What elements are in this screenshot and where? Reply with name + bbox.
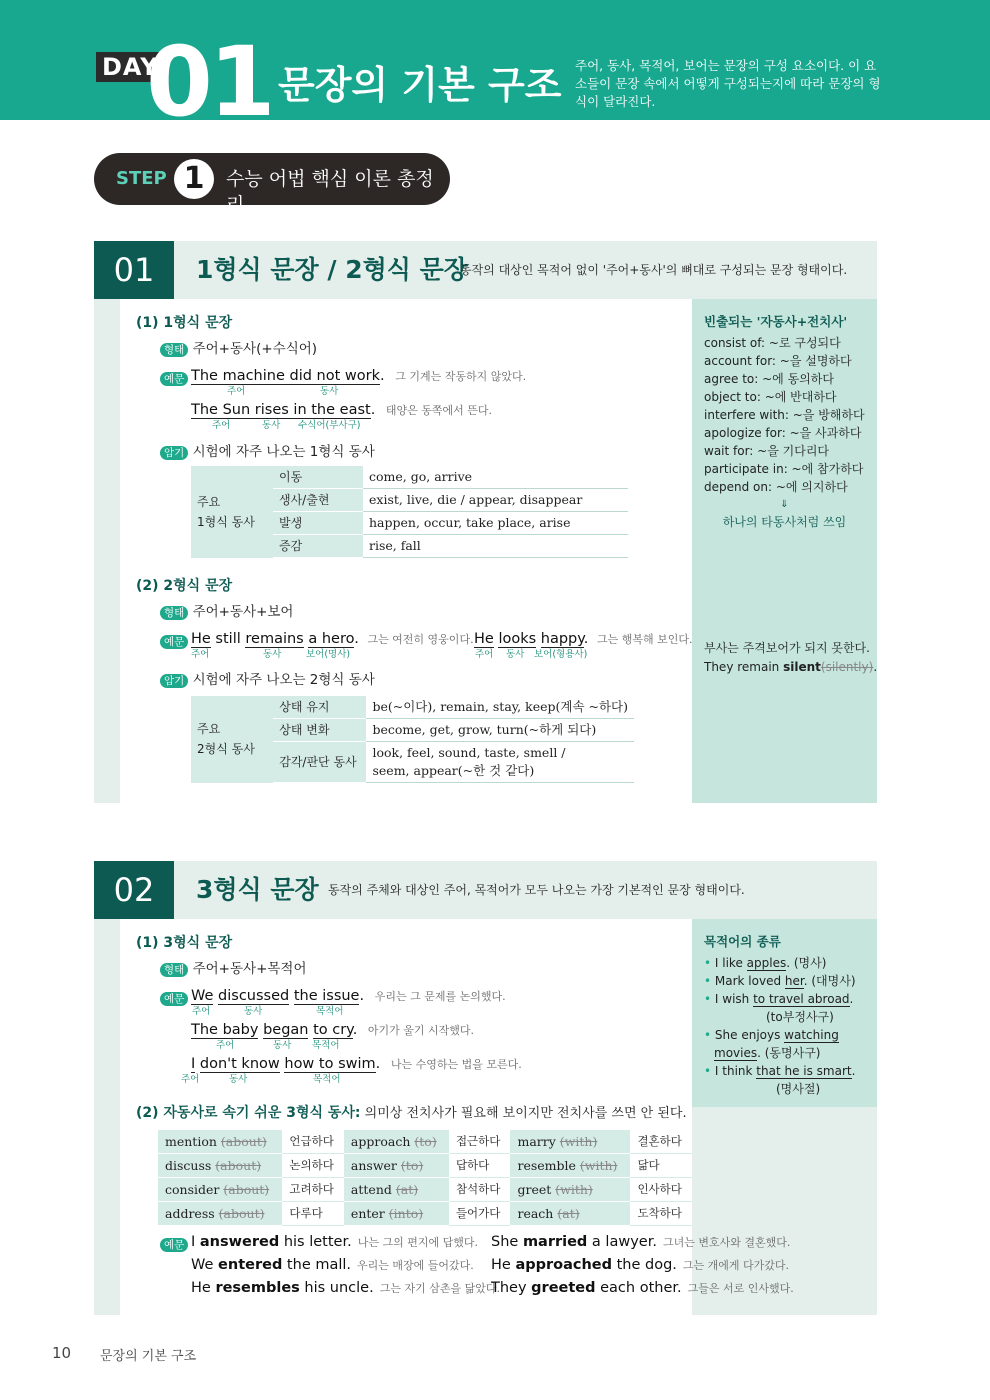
table-row xyxy=(158,1178,692,1202)
example-tag: 예문 xyxy=(160,635,188,649)
note-wrong: (silently) xyxy=(820,660,874,674)
section-header xyxy=(94,861,877,919)
side-note-example xyxy=(704,658,877,676)
note-period: . xyxy=(873,660,878,674)
translation: 그는 행복해 보인다. xyxy=(597,633,693,646)
example-tag-row xyxy=(160,1233,188,1252)
subject: The Sun xyxy=(191,402,251,418)
side-list xyxy=(704,334,865,496)
label-subject: 주어 xyxy=(216,1040,235,1051)
sentence-part: each other. xyxy=(595,1280,682,1296)
meaning-cell: 들어가다 xyxy=(449,1202,511,1226)
side-item xyxy=(704,1026,856,1044)
item-object: movies xyxy=(714,1046,758,1060)
example-tag: 예문 xyxy=(160,992,188,1006)
meaning-cell: 답하다 xyxy=(449,1154,511,1178)
side-item: consist of: ~로 구성되다 xyxy=(704,336,841,350)
item-object: her xyxy=(784,974,804,988)
section-01 xyxy=(94,241,877,803)
memo-text: 시험에 자주 나오는 1형식 동사 xyxy=(192,444,375,460)
section-number: 02 xyxy=(94,861,174,919)
sub-heading-2 xyxy=(136,1103,687,1124)
verb-cell xyxy=(510,1178,630,1202)
sentence-part: his letter. xyxy=(279,1234,352,1250)
label-subject: 주어 xyxy=(192,1006,211,1017)
item-part: I think xyxy=(714,1064,757,1078)
item-object: watching xyxy=(784,1028,839,1042)
table-category: 상태 변화 xyxy=(273,719,366,742)
item-object: that he is smart xyxy=(756,1064,852,1078)
example-sentence xyxy=(191,1255,474,1275)
label-verb: 동사 xyxy=(263,649,282,660)
meaning-cell: 도착하다 xyxy=(630,1202,692,1226)
table-verbs: become, get, grow, turn(~하게 되다) xyxy=(366,719,634,742)
example-sentence xyxy=(191,629,474,649)
verb: greet xyxy=(517,1182,552,1197)
translation: 그는 여전히 영웅이다. xyxy=(367,633,474,646)
section-description: 동작의 주체와 대상인 주어, 목적어가 모두 나오는 가장 기본적인 문장 형태이다. xyxy=(328,883,745,897)
translation: 그들은 서로 인사했다. xyxy=(687,1282,794,1295)
side-note-text: 부사는 주격보어가 되지 못한다. xyxy=(704,641,870,655)
meaning-cell: 언급하다 xyxy=(282,1130,344,1154)
table-head xyxy=(191,696,273,783)
verb: approach xyxy=(350,1134,411,1149)
table-head xyxy=(191,466,273,558)
meaning-cell: 접근하다 xyxy=(449,1130,511,1154)
wrong-preposition: (about) xyxy=(218,1206,265,1221)
wrong-preposition: (at) xyxy=(395,1182,419,1197)
side-note xyxy=(692,919,877,1107)
complement: happy xyxy=(540,631,584,647)
table-category: 상태 유지 xyxy=(273,696,366,719)
label-verb: 동사 xyxy=(273,1040,292,1051)
example-tag: 예문 xyxy=(160,372,188,386)
item-period: . xyxy=(849,992,854,1006)
translation: 그녀는 변호사와 결혼했다. xyxy=(662,1236,791,1249)
side-item: object to: ~에 반대하다 xyxy=(704,390,837,404)
wrong-preposition: (about) xyxy=(215,1158,262,1173)
verb-cell xyxy=(344,1130,449,1154)
period: . xyxy=(375,1056,381,1072)
side-note xyxy=(692,299,877,803)
wrong-preposition: (at) xyxy=(557,1206,580,1221)
sentence-part: We xyxy=(191,1257,219,1273)
form-text: 주어+동사+목적어 xyxy=(192,961,307,977)
section-main xyxy=(120,299,692,803)
example-sentence xyxy=(191,366,526,386)
verb: resemble xyxy=(517,1158,576,1173)
verb-cell xyxy=(344,1178,449,1202)
meaning-cell: 결혼하다 xyxy=(630,1130,692,1154)
sentence-part: a lawyer. xyxy=(587,1234,657,1250)
object: to cry xyxy=(313,1022,353,1038)
verb: discuss xyxy=(165,1158,212,1173)
example-sentence xyxy=(191,1278,500,1298)
memo-row xyxy=(160,442,375,462)
subject: We xyxy=(191,988,214,1004)
table-head-line: 1형식 동사 xyxy=(197,514,255,529)
memo-tag: 암기 xyxy=(160,674,188,688)
period: . xyxy=(352,1022,358,1038)
verb: looks xyxy=(498,631,537,647)
translation: 나는 수영하는 법을 모른다. xyxy=(390,1058,522,1071)
subject: He xyxy=(474,631,494,647)
label-object: 목적어 xyxy=(312,1040,340,1051)
table-row xyxy=(158,1154,692,1178)
verb-cell xyxy=(510,1130,630,1154)
verb: discussed xyxy=(218,988,290,1004)
label-object: 목적어 xyxy=(313,1074,341,1085)
item-part: She enjoys xyxy=(714,1028,785,1042)
table-row xyxy=(158,1202,692,1226)
translation: 우리는 매장에 들어갔다. xyxy=(357,1259,474,1272)
side-item: interfere with: ~을 방해하다 xyxy=(704,408,865,422)
verb-cell xyxy=(344,1154,449,1178)
step-banner xyxy=(94,153,450,216)
item-object: apples xyxy=(746,956,787,970)
translation: 태양은 동쪽에서 뜬다. xyxy=(385,404,493,417)
chapter-description: 주어, 동사, 목적어, 보어는 문장의 구성 요소이다. 이 요소들이 문장 속에서 어떻게 구성되는지에 따라 문장의 형식이 달라진다. xyxy=(575,58,881,109)
table-head-line: 주요 xyxy=(197,722,221,737)
label-subject: 주어 xyxy=(475,649,494,660)
verb: began xyxy=(263,1022,309,1038)
sentence-part: his uncle. xyxy=(299,1280,374,1296)
item-part: I like xyxy=(714,956,747,970)
label-verb: 동사 xyxy=(229,1074,248,1085)
side-item xyxy=(704,990,856,1008)
table-category: 증감 xyxy=(273,535,363,558)
verb-cell xyxy=(158,1202,282,1226)
table-verbs: happen, occur, take place, arise xyxy=(363,512,628,535)
side-item: apologize for: ~을 사과하다 xyxy=(704,426,862,440)
sub-heading: (2) 2형식 문장 xyxy=(136,578,233,594)
note-part: They remain xyxy=(704,660,784,674)
translation: 우리는 그 문제를 논의했다. xyxy=(374,990,506,1003)
memo-row xyxy=(160,670,375,690)
example-sentence xyxy=(191,986,506,1006)
form-row xyxy=(160,602,293,622)
verb: don't know xyxy=(199,1056,280,1072)
chapter-title: 문장의 기본 구조 xyxy=(278,63,562,107)
example-sentence xyxy=(491,1255,789,1275)
label-verb: 동사 xyxy=(262,420,281,431)
example-sentence xyxy=(191,1232,478,1252)
form-text: 주어+동사(+수식어) xyxy=(192,341,318,357)
table-head-line: 주요 xyxy=(197,494,221,509)
translation: 그 기계는 작동하지 않았다. xyxy=(395,370,527,383)
side-item: wait for: ~을 기다리다 xyxy=(704,444,829,458)
bullet-icon: • xyxy=(704,1064,712,1078)
wrong-preposition: (with) xyxy=(559,1134,598,1149)
sub-heading: (2) 자동사로 속기 쉬운 3형식 동사: xyxy=(136,1105,361,1121)
verb-cell xyxy=(510,1202,630,1226)
note-correct: silent xyxy=(783,660,821,674)
verb-cell xyxy=(510,1154,630,1178)
section-title: 3형식 문장 xyxy=(196,875,319,904)
table-category: 감각/판단 동사 xyxy=(273,742,366,783)
sentence-part: They xyxy=(491,1280,532,1296)
table-verbs xyxy=(366,742,634,783)
side-item: agree to: ~에 동의하다 xyxy=(704,372,834,386)
wrong-preposition: (into) xyxy=(388,1206,424,1221)
sub-heading: (1) 1형식 문장 xyxy=(136,315,233,331)
page-number: 10 xyxy=(52,1344,72,1362)
example-sentence xyxy=(474,629,693,649)
section-description: 동작의 대상인 목적어 없이 '주어+동사'의 뼈대로 구성되는 문장 형태이다. xyxy=(460,263,848,277)
side-item: depend on: ~에 의지하다 xyxy=(704,480,848,494)
table-verbs: be(~이다), remain, stay, keep(계속 ~하다) xyxy=(366,696,634,719)
label-verb: 동사 xyxy=(320,386,339,397)
table-head-line: 2형식 동사 xyxy=(197,742,255,757)
sub-heading-rest: 의미상 전치사가 필요해 보이지만 전치사를 쓰면 안 된다. xyxy=(360,1106,687,1121)
sentence-part: He xyxy=(191,1280,216,1296)
example-sentence xyxy=(491,1278,794,1298)
verbs-line: seem, appear(~한 것 같다) xyxy=(372,763,535,778)
verb: mention xyxy=(165,1134,217,1149)
table-verbs: rise, fall xyxy=(363,535,628,558)
subject: The machine xyxy=(191,368,285,384)
form-text: 주어+동사+보어 xyxy=(192,604,294,620)
meaning-cell: 다루다 xyxy=(282,1202,344,1226)
verb-cell xyxy=(158,1178,282,1202)
object: how to swim xyxy=(284,1056,376,1072)
label-object: 목적어 xyxy=(316,1006,344,1017)
period: . xyxy=(380,368,385,384)
table-row xyxy=(158,1130,692,1154)
verb: resembles xyxy=(215,1280,300,1296)
sentence-part: I xyxy=(191,1234,200,1250)
label-complement: 보어(명사) xyxy=(306,649,351,660)
example-tag-row xyxy=(160,630,188,649)
example-sentence xyxy=(491,1232,790,1252)
section-02 xyxy=(94,861,877,1315)
example-tag-row xyxy=(160,367,188,386)
sentence-part: the mall. xyxy=(282,1257,352,1273)
sentence-part: He xyxy=(491,1257,516,1273)
form-row xyxy=(160,959,307,979)
item-part: Mark loved xyxy=(714,974,785,988)
section-header xyxy=(94,241,877,299)
memo-text: 시험에 자주 나오는 2형식 동사 xyxy=(192,672,375,688)
verb: approached xyxy=(515,1257,613,1273)
step-number: 1 xyxy=(174,159,214,199)
bullet-icon: • xyxy=(704,956,712,970)
verb-cell xyxy=(158,1130,282,1154)
wrong-preposition: (to) xyxy=(400,1158,424,1173)
wrong-preposition: (about) xyxy=(223,1182,270,1197)
sub-heading: (1) 3형식 문장 xyxy=(136,935,233,951)
side-item: account for: ~을 설명하다 xyxy=(704,354,852,368)
side-heading: 목적어의 종류 xyxy=(704,934,781,949)
modifier: in the east xyxy=(288,402,371,418)
label-subject: 주어 xyxy=(191,649,210,660)
section-title: 1형식 문장 / 2형식 문장 xyxy=(196,255,468,284)
period: . xyxy=(359,988,365,1004)
verb: greeted xyxy=(531,1280,596,1296)
footer-text: 문장의 기본 구조 xyxy=(100,1349,197,1364)
verb: rises xyxy=(250,402,289,418)
translation: 나는 그의 편지에 답했다. xyxy=(357,1236,478,1249)
down-arrow-icon: ⇓ xyxy=(780,499,789,510)
label-verb: 동사 xyxy=(244,1006,263,1017)
verb: reach xyxy=(517,1206,554,1221)
section-number: 01 xyxy=(94,241,174,299)
table-body xyxy=(158,1130,692,1226)
step-title: 수능 어법 핵심 이론 총정리 xyxy=(226,168,434,216)
item-part: I wish xyxy=(714,992,754,1006)
transitive-verb-table xyxy=(158,1130,692,1226)
verb: did not work xyxy=(284,368,380,384)
side-item-type: (to부정사구) xyxy=(766,1010,834,1024)
bullet-icon: • xyxy=(704,974,712,988)
table-category: 이동 xyxy=(273,466,363,489)
verb: answer xyxy=(350,1158,397,1173)
form-tag: 형태 xyxy=(160,606,188,620)
table-category: 생사/출현 xyxy=(273,489,363,512)
label-modifier: 수식어(부사구) xyxy=(298,420,361,431)
example-sentence xyxy=(191,1020,474,1040)
verb-cell xyxy=(158,1154,282,1178)
period: . xyxy=(370,402,376,418)
side-item xyxy=(704,954,856,972)
translation: 그는 개에게 다가갔다. xyxy=(682,1259,790,1272)
translation: 그는 자기 삼촌을 닮았다. xyxy=(379,1282,500,1295)
verbs-line: look, feel, sound, taste, smell / xyxy=(372,745,566,760)
wrong-preposition: (with) xyxy=(579,1158,618,1173)
side-item xyxy=(704,972,856,990)
verb: married xyxy=(522,1234,588,1250)
memo-tag: 암기 xyxy=(160,446,188,460)
verb-cell xyxy=(344,1202,449,1226)
form-tag: 형태 xyxy=(160,963,188,977)
sentence-part: the dog. xyxy=(612,1257,677,1273)
bullet-icon: • xyxy=(704,992,712,1006)
item-type: . (명사) xyxy=(786,956,827,970)
table-verbs: exist, live, die / appear, disappear xyxy=(363,489,628,512)
page-header xyxy=(0,0,990,120)
label-subject: 주어 xyxy=(181,1074,200,1085)
meaning-cell: 인사하다 xyxy=(630,1178,692,1202)
item-type: . (동명사구) xyxy=(757,1046,821,1060)
example-tag-row xyxy=(160,987,188,1006)
verb: entered xyxy=(218,1257,283,1273)
meaning-cell: 논의하다 xyxy=(282,1154,344,1178)
side-list xyxy=(704,954,856,1098)
label-complement: 보어(형용사) xyxy=(534,649,588,660)
wrong-preposition: (to) xyxy=(414,1134,437,1149)
subject: I xyxy=(191,1056,196,1072)
subject: The baby xyxy=(191,1022,259,1038)
verb: consider xyxy=(165,1182,220,1197)
sentence-part: She xyxy=(491,1234,523,1250)
side-item-type: (명사절) xyxy=(776,1082,821,1096)
meaning-cell: 고려하다 xyxy=(282,1178,344,1202)
item-object: to travel abroad xyxy=(753,992,850,1006)
side-item-cont xyxy=(704,1044,856,1062)
wrong-preposition: (with) xyxy=(555,1182,593,1197)
adverb: still xyxy=(210,631,246,647)
label-subject: 주어 xyxy=(212,420,231,431)
verb-table-1 xyxy=(191,466,628,558)
verb: answered xyxy=(199,1234,280,1250)
item-type: . (대명사) xyxy=(803,974,856,988)
subject: He xyxy=(191,631,211,647)
verb-table-2 xyxy=(191,696,634,783)
example-tag: 예문 xyxy=(160,1238,188,1252)
translation: 아기가 울기 시작했다. xyxy=(367,1024,475,1037)
form-tag: 형태 xyxy=(160,343,188,357)
day-number: 01 xyxy=(146,26,272,120)
table-category: 발생 xyxy=(273,512,363,535)
label-verb: 동사 xyxy=(506,649,525,660)
bullet-icon: • xyxy=(704,1028,712,1042)
period: . xyxy=(354,631,359,647)
verb: marry xyxy=(517,1134,556,1149)
form-row xyxy=(160,339,317,359)
table-verbs: come, go, arrive xyxy=(363,466,628,489)
side-item: participate in: ~에 참가하다 xyxy=(704,462,864,476)
verb: enter xyxy=(350,1206,385,1221)
object: the issue xyxy=(293,988,360,1004)
complement: a hero xyxy=(308,631,355,647)
verb: address xyxy=(165,1206,215,1221)
period: . xyxy=(583,631,589,647)
wrong-preposition: (about) xyxy=(220,1134,267,1149)
meaning-cell: 참석하다 xyxy=(449,1178,511,1202)
label-subject: 주어 xyxy=(227,386,246,397)
verb: remains xyxy=(245,631,304,647)
side-conclusion: 하나의 타동사처럼 쓰임 xyxy=(722,515,847,529)
example-sentence xyxy=(191,400,492,420)
meaning-cell: 닮다 xyxy=(630,1154,692,1178)
side-heading: 빈출되는 '자동사+전치사' xyxy=(704,314,848,329)
side-item xyxy=(704,1062,856,1080)
verb: attend xyxy=(350,1182,392,1197)
example-sentence xyxy=(191,1054,522,1074)
item-period: . xyxy=(851,1064,856,1078)
step-label: STEP xyxy=(116,168,167,189)
day-label: DAY xyxy=(96,52,165,82)
